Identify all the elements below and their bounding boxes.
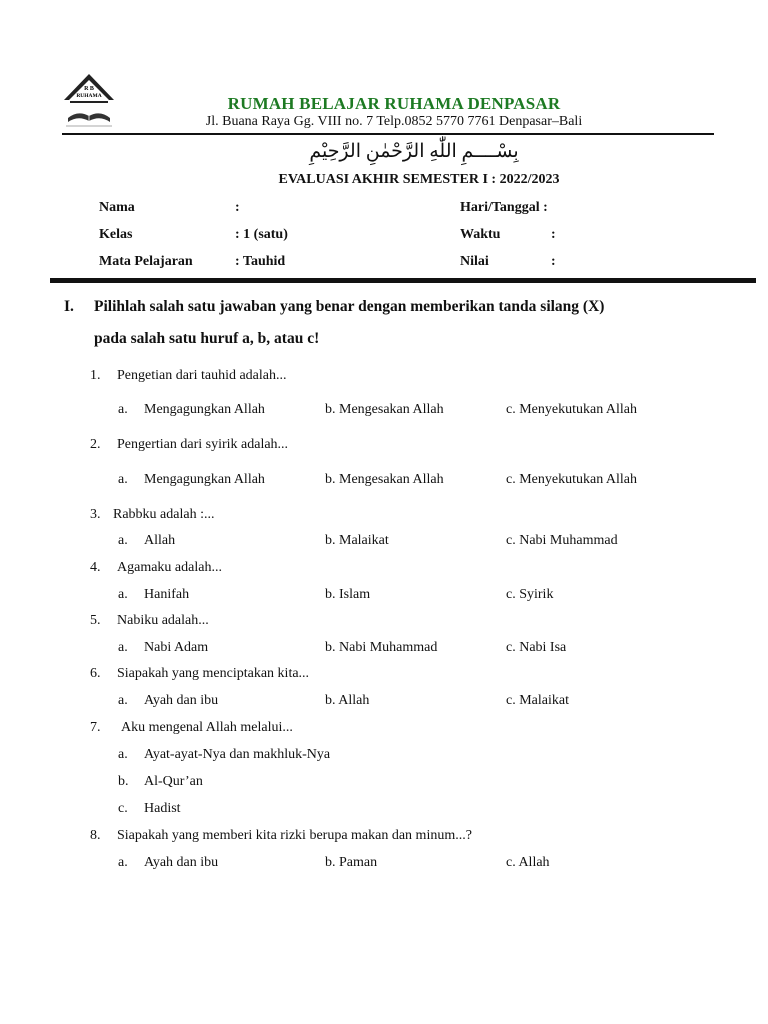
- school-address: Jl. Buana Raya Gg. VIII no. 7 Telp.0852 5770 7761 Denpasar–Bali: [205, 114, 583, 129]
- logo-text: RUHAMA: [76, 93, 102, 99]
- exam-title: EVALUASI AKHIR SEMESTER I : 2022/2023: [278, 172, 560, 187]
- option-b: b. Mengesakan Allah: [325, 402, 444, 417]
- option-a-letter: a.: [118, 472, 128, 487]
- option-b: b. Nabi Muhammad: [325, 640, 438, 655]
- option-a-letter: a.: [118, 640, 128, 655]
- option-a: Hanifah: [144, 587, 190, 602]
- option-c: c. Allah: [506, 855, 550, 870]
- option-a-letter: a.: [118, 747, 128, 762]
- bismillah-text: بِسْــــمِ اللّٰهِ الرَّحْمٰنِ الرَّحِيْمِ: [309, 141, 519, 162]
- option-b: b. Mengesakan Allah: [325, 472, 444, 487]
- option-a-letter: a.: [118, 587, 128, 602]
- question-number: 8.: [90, 828, 101, 843]
- option-c: c. Menyekutukan Allah: [506, 402, 638, 417]
- question-number: 2.: [90, 437, 101, 452]
- option-a: Nabi Adam: [144, 640, 209, 655]
- header-divider: [62, 133, 714, 135]
- nama-label: Nama: [99, 200, 135, 215]
- option-c: c. Malaikat: [506, 693, 569, 708]
- question-text: Aku mengenal Allah melalui...: [121, 720, 293, 735]
- section-instruction-line1: Pilihlah salah satu jawaban yang benar dengan memberikan tanda silang (X): [94, 298, 605, 315]
- nilai-value: :: [551, 254, 556, 269]
- mapel-value: : Tauhid: [235, 254, 286, 269]
- question-text: Agamaku adalah...: [117, 560, 222, 575]
- option-b: b. Malaikat: [325, 533, 389, 548]
- section-instruction-line2: pada salah satu huruf a, b, atau c!: [94, 330, 320, 347]
- option-a: Mengagungkan Allah: [144, 402, 265, 417]
- kelas-value: : 1 (satu): [235, 227, 288, 242]
- option-c: Hadist: [144, 801, 181, 816]
- option-c: c. Syirik: [506, 587, 554, 602]
- question-text: Rabbku adalah :...: [113, 507, 215, 522]
- question-number: 4.: [90, 560, 101, 575]
- option-a: Ayah dan ibu: [144, 693, 219, 708]
- section-number: I.: [64, 298, 74, 315]
- option-c: c. Menyekutukan Allah: [506, 472, 638, 487]
- nilai-label: Nilai: [460, 254, 489, 269]
- option-c: c. Nabi Isa: [506, 640, 567, 655]
- option-b: b. Paman: [325, 855, 378, 870]
- info-divider: [50, 278, 756, 283]
- waktu-label: Waktu: [460, 227, 501, 242]
- nama-value: :: [235, 200, 240, 215]
- question-text: Siapakah yang menciptakan kita...: [117, 666, 310, 681]
- option-b: b. Allah: [325, 693, 370, 708]
- question-number: 1.: [90, 368, 101, 383]
- option-b-letter: b.: [118, 774, 129, 789]
- question-text: Siapakah yang memberi kita rizki berupa makan dan minum...?: [117, 828, 472, 843]
- option-b: Al-Qur’an: [144, 774, 203, 789]
- mapel-label: Mata Pelajaran: [99, 254, 193, 269]
- kelas-label: Kelas: [99, 227, 133, 242]
- option-c: c. Nabi Muhammad: [506, 533, 618, 548]
- waktu-value: :: [551, 227, 556, 242]
- option-a-letter: a.: [118, 402, 128, 417]
- option-c-letter: c.: [118, 801, 128, 816]
- question-text: Pengertian dari syirik adalah...: [117, 437, 289, 452]
- option-a-letter: a.: [118, 533, 128, 548]
- svg-text:R B: R B: [84, 86, 94, 92]
- question-number: 6.: [90, 666, 101, 681]
- tanggal-label: Hari/Tanggal :: [460, 200, 548, 215]
- option-a: Ayah dan ibu: [144, 855, 219, 870]
- option-a-letter: a.: [118, 855, 128, 870]
- question-text: Pengetian dari tauhid adalah...: [117, 368, 287, 383]
- school-name: RUMAH BELAJAR RUHAMA DENPASAR: [227, 94, 561, 113]
- option-a: Ayat-ayat-Nya dan makhluk-Nya: [144, 747, 331, 762]
- question-text: Nabiku adalah...: [117, 613, 209, 628]
- option-a-letter: a.: [118, 693, 128, 708]
- question-number: 7.: [90, 720, 101, 735]
- question-number: 5.: [90, 613, 101, 628]
- question-number: 3.: [90, 507, 101, 522]
- option-a: Mengagungkan Allah: [144, 472, 265, 487]
- option-b: b. Islam: [325, 587, 371, 602]
- option-a: Allah: [144, 533, 176, 548]
